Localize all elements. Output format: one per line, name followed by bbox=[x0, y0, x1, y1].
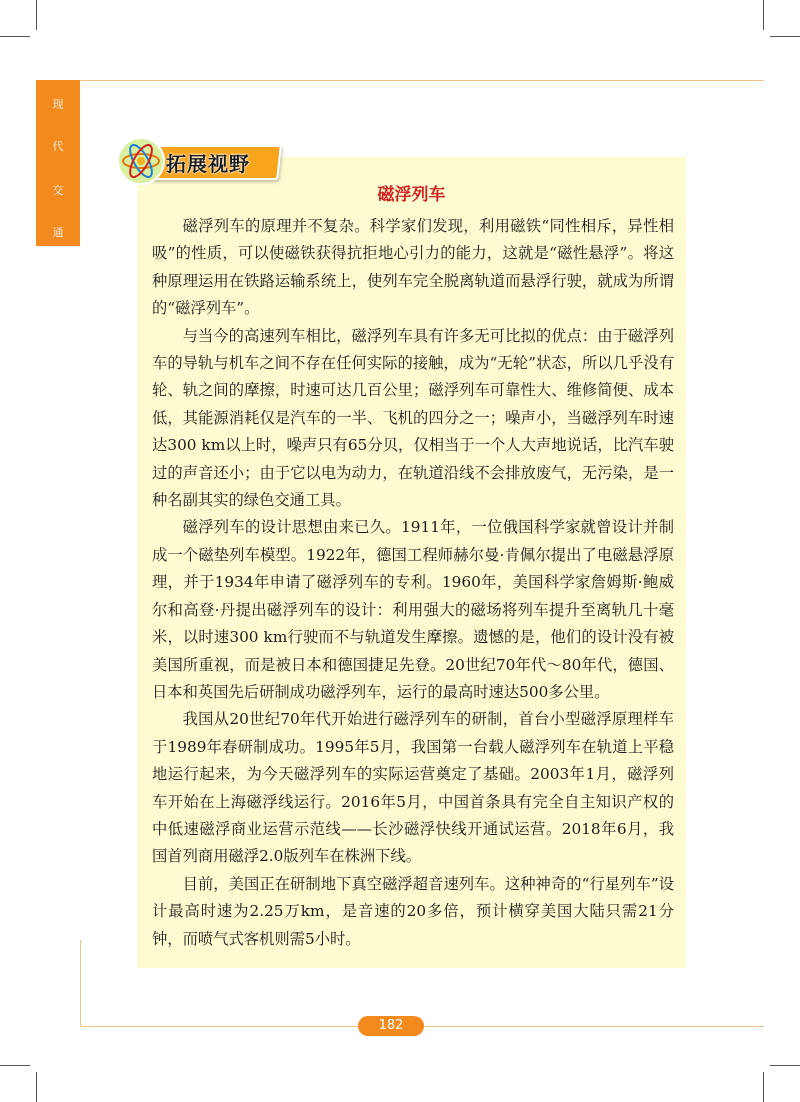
crop-mark-top-right-h bbox=[770, 36, 800, 37]
section-badge bbox=[116, 136, 280, 186]
chapter-side-tab bbox=[36, 80, 80, 246]
top-rule bbox=[80, 80, 764, 81]
atom-icon bbox=[116, 136, 166, 186]
crop-mark-top-left-h bbox=[0, 36, 30, 37]
crop-mark-bottom-left-h bbox=[0, 1065, 30, 1066]
side-tab-char: 现 bbox=[52, 98, 64, 111]
crop-mark-bottom-right-v bbox=[763, 1072, 764, 1102]
article-body bbox=[152, 213, 674, 953]
page-number: 182 bbox=[378, 1018, 404, 1033]
crop-mark-top-left-v bbox=[36, 0, 37, 30]
paragraph: 目前，美国正在研制地下真空磁浮超音速列车。这种神奇的“行星列车”设计最高时速为2.25万km，是音速的20多倍，预计横穿美国大陆只需21分钟，而喷气式客机则需5小时。 bbox=[152, 874, 674, 948]
badge-label: 拓展视野 bbox=[166, 152, 250, 176]
side-tab-char: 通 bbox=[52, 226, 64, 239]
paragraph: 与当今的高速列车相比，磁浮列车具有许多无可比拟的优点：由于磁浮列车的导轨与机车之间不存在任何实际的接触，成为“无轮”状态，所以几乎没有轮、轨之间的摩擦，时速可达几百公里；磁浮列车可靠性大、维修简便、成本低，其能源消耗仅是汽车的一半、飞机的四分之一；噪声小，当磁浮列车时速达300 km以上时，噪声只有65分贝，仅相当于一个人大声地说话，比汽车驶过的声音还小；由于它以电为动力，在轨道沿线不会排放废气，无污染，是一种名副其实的绿色交通工具。 bbox=[152, 326, 674, 510]
side-tab-char: 交 bbox=[52, 184, 64, 197]
side-tab-char: 代 bbox=[52, 140, 64, 153]
paragraph: 磁浮列车的原理并不复杂。科学家们发现，利用磁铁“同性相斥，异性相吸”的性质，可以使磁铁获得抗拒地心引力的能力，这就是“磁性悬浮”。将这种原理运用在铁路运输系统上，使列车完全脱离轨道而悬浮行驶，就成为所谓的“磁浮列车”。 bbox=[152, 217, 674, 318]
bottom-left-rule bbox=[80, 940, 81, 1026]
crop-mark-top-right-v bbox=[763, 0, 764, 30]
page-number-badge bbox=[358, 1016, 424, 1036]
paragraph: 我国从20世纪70年代开始进行磁浮列车的研制，首台小型磁浮原理样车于1989年春研制成功。1995年5月，我国第一台载人磁浮列车在轨道上平稳地运行起来，为今天磁浮列车的实际运营奠定了基础。2003年1月，磁浮列车开始在上海磁浮线运行。2016年5月，中国首条具有完全自主知识产权的中低速磁浮商业运营示范线——长沙磁浮快线开通试运营。2018年6月，我国首列商用磁浮2.0版列车在株洲下线。 bbox=[152, 710, 674, 866]
article-title: 磁浮列车 bbox=[377, 185, 446, 205]
crop-mark-bottom-right-h bbox=[770, 1065, 800, 1066]
paragraph: 磁浮列车的设计思想由来已久。1911年，一位俄国科学家就曾设计并制成一个磁垫列车模型。1922年，德国工程师赫尔曼·肯佩尔提出了电磁悬浮原理，并于1934年申请了磁浮列车的专利。1960年，美国科学家詹姆斯·鲍威尔和高登·丹提出磁浮列车的设计：利用强大的磁场将列车提升至离轨几十毫米，以时速300 km行驶而不与轨道发生摩擦。遗憾的是，他们的设计没有被美国所重视，而是被日本和德国捷足先登。20世纪70年代～80年代，德国、日本和英国先后研制成功磁浮列车，运行的最高时速达500多公里。 bbox=[152, 518, 674, 701]
crop-mark-bottom-left-v bbox=[36, 1072, 37, 1102]
